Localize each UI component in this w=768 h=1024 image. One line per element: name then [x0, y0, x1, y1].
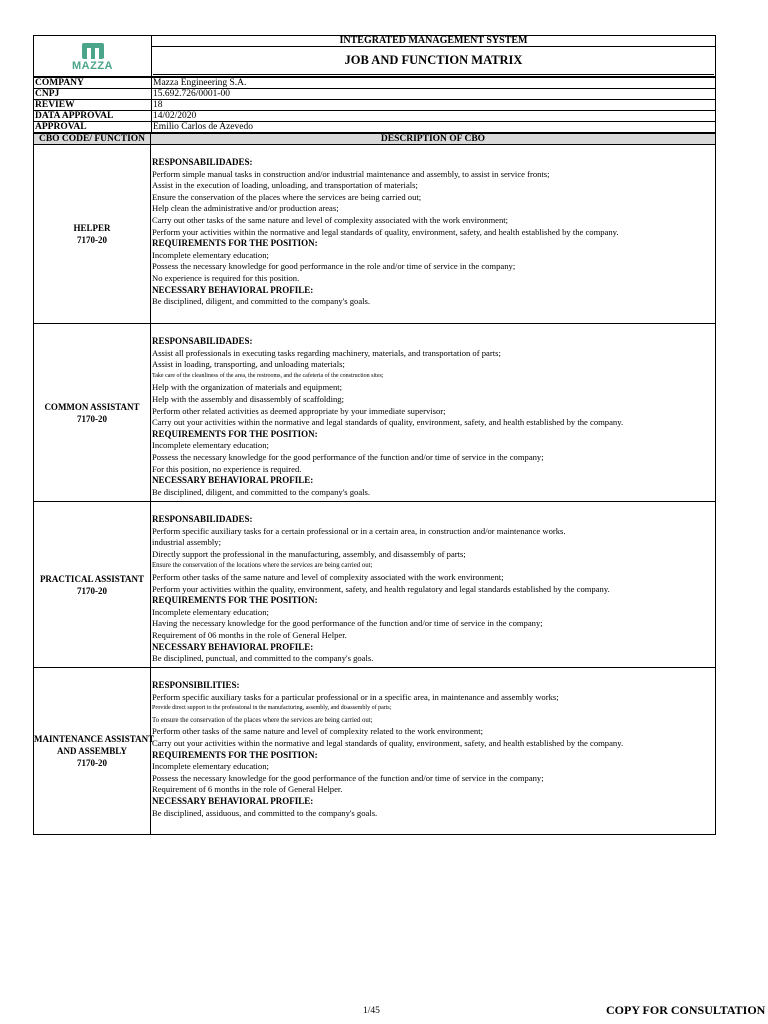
description-line: Carry out other tasks of the same nature and level of complexity associated with the work environment; [152, 214, 509, 225]
description-line: Perform simple manual tasks in construction and/or industrial maintenance and assembly, to assist in service fronts; [152, 168, 550, 179]
description-line: Help with the assembly and disassembly of scaffolding; [152, 393, 344, 404]
section-heading: REQUIREMENTS FOR THE POSITION: [152, 595, 318, 606]
cbo-code: 7170-20 [77, 413, 107, 424]
info-row [34, 78, 716, 89]
info-value: Emilio Carlos de Azevedo [152, 122, 716, 133]
section-heading: NECESSARY BEHAVIORAL PROFILE: [152, 475, 314, 486]
description-line: Be disciplined, punctual, and committed to the company's goals. [152, 653, 374, 664]
section-heading: RESPONSIBILITIES: [152, 680, 240, 690]
function-cell [34, 502, 151, 668]
description-cell [151, 324, 716, 502]
description-line: Perform other tasks of the same nature and level of complexity related to the work environment; [152, 726, 483, 737]
function-name: COMMON ASSISTANT [44, 401, 140, 412]
description-line: Having the necessary knowledge for the good performance of the function and/or time of service in the company; [152, 618, 543, 629]
table-row [34, 668, 716, 835]
description-line: No experience is required for this position. [152, 272, 300, 283]
description-line: Help with the organization of materials and equipment; [152, 382, 343, 393]
description-line: Requirement of 6 months in the role of General Helper. [152, 784, 343, 795]
function-name-line2: AND ASSEMBLY [57, 746, 127, 756]
section-heading: NECESSARY BEHAVIORAL PROFILE: [152, 795, 314, 806]
description-cell [151, 145, 716, 324]
table-header-row [34, 134, 716, 145]
function-matrix-table [33, 133, 716, 835]
page-number: 1/45 [363, 1006, 380, 1016]
section-heading: REQUIREMENTS FOR THE POSITION: [152, 428, 318, 439]
info-value: 14/02/2020 [152, 111, 716, 122]
description-line: Requirement of 06 months in the role of General Helper. [152, 629, 347, 640]
table-row [34, 502, 716, 668]
description-line: Be disciplined, diligent, and committed to the company's goals. [152, 296, 371, 307]
function-name: MAINTENANCE ASSISTANT [34, 734, 155, 744]
description-line: Help clean the administrative and/or production areas; [152, 203, 339, 214]
description-line: Provide direct support to the professional in the manufacturing, assembly, and disassembly of parts; [152, 705, 392, 712]
info-label: APPROVAL [34, 122, 152, 133]
description-line: Assist all professionals in executing tasks regarding machinery, materials, and transportation of parts; [152, 347, 501, 358]
info-row [34, 111, 716, 122]
document-page [33, 35, 716, 835]
description-line: Incomplete elementary education; [152, 440, 269, 451]
copy-label: COPY FOR CONSULTATION [606, 1003, 766, 1017]
description-line: Be disciplined, diligent, and committed to the company's goals. [152, 486, 371, 497]
description-line: Incomplete elementary education; [152, 606, 269, 617]
description-line: industrial assembly; [152, 537, 221, 548]
section-heading: RESPONSABILIDADES: [152, 157, 253, 167]
info-table [33, 77, 716, 133]
description-line: Incomplete elementary education; [152, 761, 269, 772]
description-line: Perform other related activities as deemed appropriate by your immediate supervisor; [152, 405, 446, 416]
info-value: 18 [152, 100, 716, 111]
description-line: Carry out your activities within the normative and legal standards of quality, environment, safety, and health established by the company. [152, 737, 624, 748]
description-line: Perform your activities within the quality, environment, safety, and health regulatory and legal standards established by the company. [152, 583, 610, 594]
table-row [34, 145, 716, 324]
title-cell [152, 36, 715, 76]
description-cell [151, 668, 716, 835]
section-heading: RESPONSABILIDADES: [152, 336, 253, 346]
description-line: Perform specific auxiliary tasks for a particular professional or in a specific area, in maintenance and assembly works; [152, 691, 559, 702]
description-line: Possess the necessary knowledge for good performance in the role and/or time of service in the company; [152, 261, 516, 272]
mazza-logo-icon [82, 41, 104, 59]
info-row [34, 100, 716, 111]
section-heading: RESPONSABILIDADES: [152, 514, 253, 524]
info-row [34, 122, 716, 133]
cbo-code: 7170-20 [77, 758, 107, 768]
description-line: Perform other tasks of the same nature and level of complexity associated with the work environment; [152, 571, 504, 582]
column-header-description: DESCRIPTION OF CBO [151, 134, 716, 145]
cbo-code: 7170-20 [77, 585, 107, 596]
section-heading: NECESSARY BEHAVIORAL PROFILE: [152, 284, 314, 295]
info-label: CNPJ [34, 89, 152, 100]
description-line: Assist in loading, transporting, and unloading materials; [152, 359, 345, 370]
info-value: Mazza Engineering S.A. [152, 78, 716, 89]
description-line: Carry out your activities within the normative and legal standards of quality, environment, safety, and health established by the company. [152, 417, 624, 428]
description-line: Assist in the execution of loading, unloading, and transportation of materials; [152, 180, 418, 191]
info-row [34, 89, 716, 100]
info-label: COMPANY [34, 78, 152, 89]
function-cell [34, 145, 151, 324]
function-cell [34, 668, 155, 835]
description-cell [151, 502, 716, 668]
function-cell [34, 324, 151, 502]
description-line: Possess the necessary knowledge for the good performance of the function and/or time of service in the company; [152, 772, 544, 783]
info-value: 15.692.726/0001-00 [152, 89, 716, 100]
description-line: Perform your activities within the normative and legal standards of quality, environment, safety, and health established by the company. [152, 226, 619, 237]
company-logo [34, 36, 152, 76]
function-name: PRACTICAL ASSISTANT [39, 573, 145, 584]
document-header [33, 35, 716, 77]
description-line: Incomplete elementary education; [152, 249, 269, 260]
info-label: DATA APPROVAL [34, 111, 152, 122]
section-heading: NECESSARY BEHAVIORAL PROFILE: [152, 641, 314, 652]
system-title: INTEGRATED MANAGEMENT SYSTEM [152, 36, 715, 47]
description-line: Perform specific auxiliary tasks for a certain professional or in a certain area, in construction and/or maintenance works. [152, 525, 566, 536]
description-line: Possess the necessary knowledge for the good performance of the function and/or time of service in the company; [152, 451, 544, 462]
logo-text: MAZZA [72, 59, 113, 72]
function-name: HELPER [73, 223, 111, 233]
description-line: Be disciplined, assiduous, and committed to the company's goals. [152, 807, 378, 818]
info-label: REVIEW [34, 100, 152, 111]
description-line: Take care of the cleanliness of the area, the restrooms, and the cafeteria of the construction sites; [152, 372, 384, 379]
description-line: For this position, no experience is required. [152, 463, 302, 474]
description-line: To ensure the conservation of the places where the services are being carried out; [152, 716, 373, 724]
column-header-function: CBO CODE/ FUNCTION [34, 134, 151, 145]
document-title: JOB AND FUNCTION MATRIX [153, 47, 714, 75]
description-line: Directly support the professional in the manufacturing, assembly, and disassembly of parts; [152, 548, 466, 559]
description-line: Ensure the conservation of the locations where the services are being carried out; [152, 562, 373, 570]
section-heading: REQUIREMENTS FOR THE POSITION: [152, 749, 318, 760]
description-line: Ensure the conservation of the places where the services are being carried out; [152, 191, 422, 202]
cbo-code: 7170-20 [77, 235, 107, 245]
section-heading: REQUIREMENTS FOR THE POSITION: [152, 238, 318, 249]
table-row [34, 324, 716, 502]
